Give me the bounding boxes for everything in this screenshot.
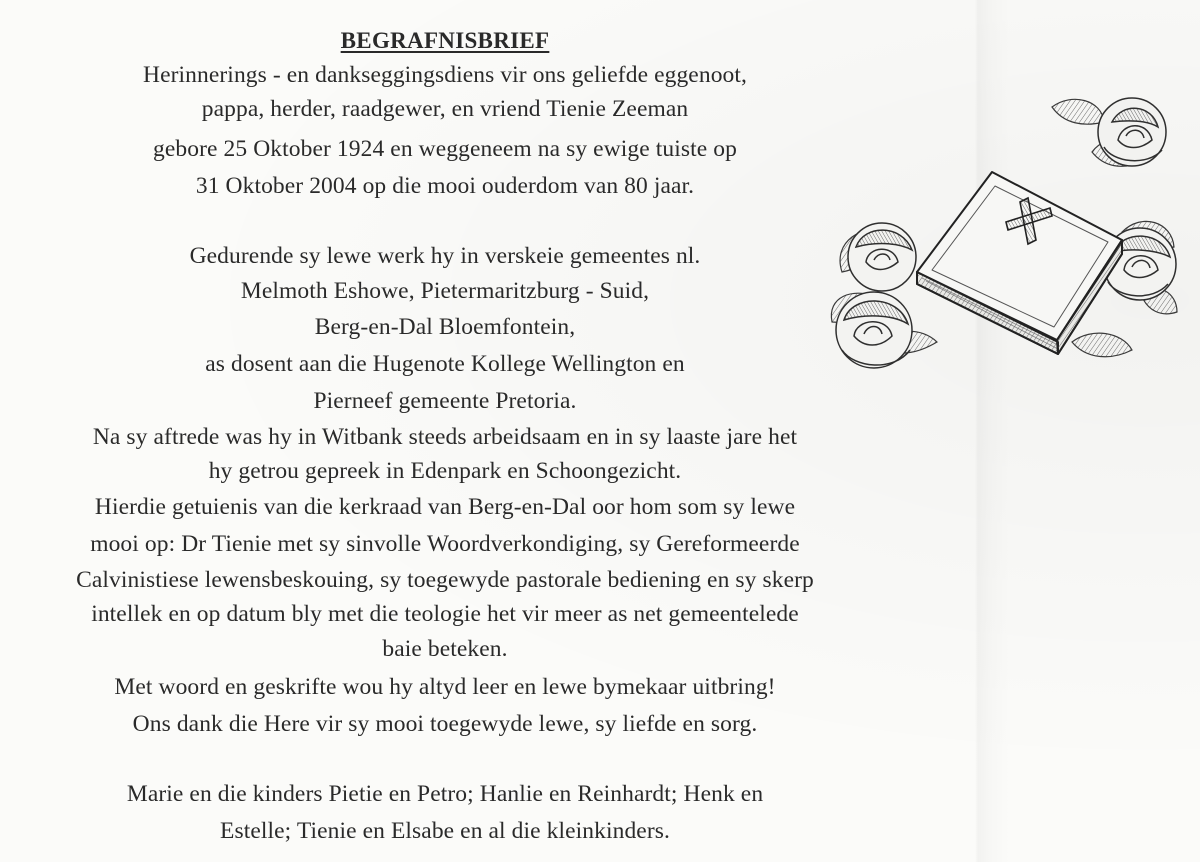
career-line: as dosent aan die Hugenote Kollege Wellington en	[205, 351, 685, 377]
career-line: Pierneef gemeente Pretoria.	[313, 388, 577, 414]
intro-line: gebore 25 Oktober 1924 en weggeneem na sy ewige tuiste op	[153, 136, 737, 162]
bible-with-cross-and-roses-icon	[822, 92, 1182, 382]
career-line: Na sy aftrede was hy in Witbank steeds arbeidsaam en in sy laaste jare het	[92, 424, 798, 450]
rose	[848, 223, 916, 291]
career-line: hy getrou gepreek in Edenpark en Schoongezicht.	[208, 458, 682, 484]
career-line: baie beteken.	[382, 636, 508, 662]
rose	[1098, 98, 1166, 166]
bible	[917, 172, 1122, 354]
career-line: Met woord en geskrifte wou hy altyd leer en lewe bymekaar uitbring!	[114, 674, 776, 700]
career-line: Ons dank die Here vir sy mooi toegewyde lewe, sy liefde en sorg.	[132, 711, 758, 737]
intro-line: pappa, herder, raadgewer, en vriend Tienie Zeeman	[201, 96, 689, 122]
career-line: Hierdie getuienis van die kerkraad van Berg-en-Dal oor hom som sy lewe	[94, 494, 796, 520]
career-line: intellek en op datum bly met die teologie het vir meer as net gemeentelede	[91, 601, 799, 627]
career-line: Calvinistiese lewensbeskouing, sy toegewyde pastorale bediening en sy skerp	[76, 567, 814, 593]
page-title: BEGRAFNISBRIEF	[340, 28, 550, 53]
career-line: Berg-en-Dal Bloemfontein,	[314, 314, 576, 340]
intro-line: Herinnerings - en dankseggingsdiens vir ons geliefde eggenoot,	[143, 62, 747, 88]
career-line: mooi op: Dr Tienie met sy sinvolle Woordverkondiging, sy Gereformeerde	[90, 531, 800, 557]
family-line: Marie en die kinders Pietie en Petro; Hanlie en Reinhardt; Henk en	[126, 781, 764, 807]
rose	[836, 292, 912, 368]
intro-line: 31 Oktober 2004 op die mooi ouderdom van 80 jaar.	[195, 173, 695, 199]
career-line: Gedurende sy lewe werk hy in verskeie gemeentes nl.	[189, 243, 701, 269]
family-line: Estelle; Tienie en Elsabe en al die kleinkinders.	[220, 818, 670, 844]
career-line: Melmoth Eshowe, Pietermaritzburg - Suid,	[240, 278, 650, 304]
